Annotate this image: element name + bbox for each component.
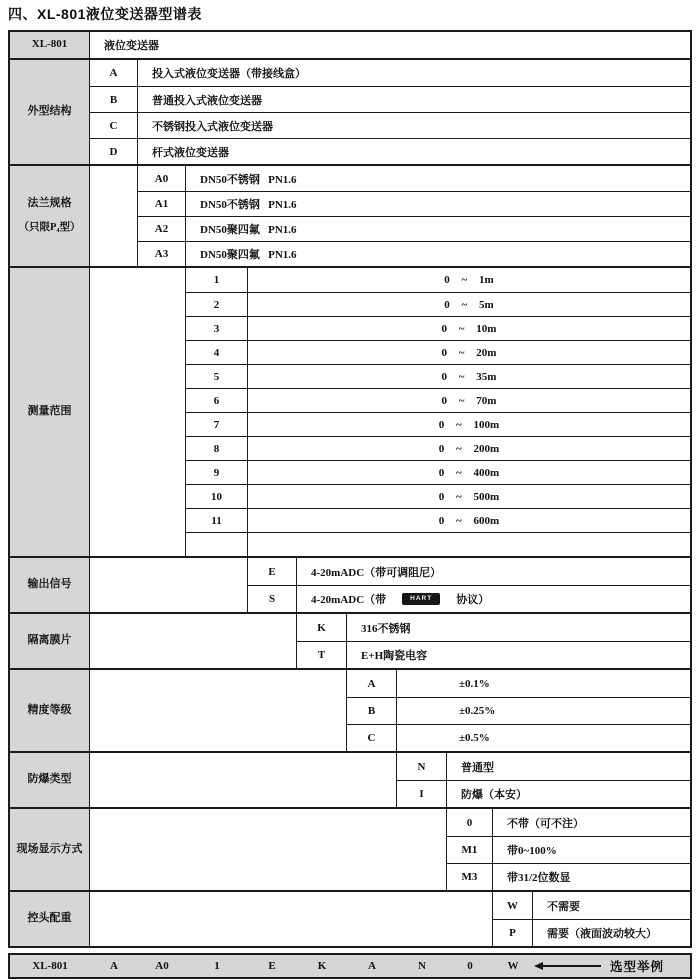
option-row [186, 316, 690, 340]
example-code: K [317, 960, 327, 972]
option-desc: 防爆（本安） [461, 789, 527, 801]
spacer-cell [90, 268, 186, 556]
option-desc: 带0~100% [507, 845, 557, 857]
spacer-cell [90, 614, 297, 668]
option-desc: 不需要 [547, 900, 580, 913]
option-code: M1 [447, 837, 493, 863]
option-code: 10 [186, 485, 248, 508]
option-code: B [347, 698, 397, 724]
option-code: 7 [186, 413, 248, 436]
spacer-cell [90, 753, 397, 807]
option-desc: 0 ~ 5m [444, 298, 494, 311]
option-row [90, 138, 690, 164]
section-label: 外型结构 [10, 60, 90, 164]
option-desc: 不锈钢投入式液位变送器 [152, 120, 273, 133]
option-code: A0 [138, 166, 186, 191]
option-row [138, 241, 690, 266]
option-row [186, 364, 690, 388]
section-display [10, 807, 690, 890]
option-desc: 0 ~ 500m [438, 490, 500, 503]
option-desc: 0 ~ 20m [441, 346, 497, 359]
spacer-cell [90, 892, 493, 946]
option-desc: ±0.1% [459, 677, 490, 690]
section-flange [10, 164, 690, 266]
option-row [186, 436, 690, 460]
option-row [397, 780, 690, 807]
option-code: 4 [186, 341, 248, 364]
option-row [186, 508, 690, 532]
section-label: 测量范围 [10, 268, 90, 556]
example-code: 0 [467, 960, 473, 972]
option-desc: 普通型 [461, 761, 494, 774]
example-code: A0 [155, 960, 169, 972]
option-code: D [90, 139, 138, 164]
section-label: 控头配重 [10, 892, 90, 946]
example-code: A [110, 960, 118, 972]
arrow-left-icon [534, 962, 543, 970]
option-code: A1 [138, 192, 186, 216]
option-code: B [90, 87, 138, 112]
option-desc: 0 ~ 35m [441, 370, 497, 383]
example-label: 选型举例 [610, 960, 665, 974]
spacer-cell [90, 166, 138, 266]
option-code: 2 [186, 293, 248, 316]
option-code: T [297, 642, 347, 668]
option-row [248, 558, 690, 585]
option-row [186, 412, 690, 436]
option-desc: DN50不锈钢 PN1.6 [200, 173, 297, 186]
option-desc: 4-20mADC（带可调阻尼） [311, 566, 442, 579]
option-row [447, 809, 690, 836]
spacer-cell [90, 809, 447, 890]
option-code: K [297, 614, 347, 641]
option-row [493, 919, 690, 946]
option-desc: 0 ~ 10m [441, 322, 497, 335]
option-code [186, 533, 248, 556]
option-code: 6 [186, 389, 248, 412]
selection-example-pointer [534, 955, 664, 977]
model-name-cell: 液位变送器 [104, 40, 159, 52]
option-desc: 0 ~ 1m [444, 274, 494, 286]
option-row [186, 532, 690, 556]
section-label: 精度等级 [10, 670, 90, 751]
option-code: W [493, 892, 533, 919]
option-row [347, 724, 690, 751]
option-code: N [397, 753, 447, 780]
option-desc: 0 ~ 70m [441, 394, 497, 407]
section-shape [10, 58, 690, 164]
option-row [138, 191, 690, 216]
option-row [186, 388, 690, 412]
option-code: M3 [447, 864, 493, 890]
option-row [186, 292, 690, 316]
option-code: E [248, 558, 297, 585]
option-desc: 0 ~ 200m [438, 442, 500, 455]
option-row [297, 641, 690, 668]
option-desc: 0 ~ 600m [438, 514, 500, 527]
section-label: 现场显示方式 [10, 809, 90, 890]
section-label: 输出信号 [10, 558, 90, 612]
section-explosion [10, 751, 690, 807]
option-row [347, 697, 690, 724]
option-row [186, 268, 690, 292]
option-code: P [493, 920, 533, 946]
option-row [186, 340, 690, 364]
option-desc: 316不锈钢 [361, 622, 411, 635]
option-desc: E+H陶瓷电容 [361, 650, 428, 662]
page-title: 四、XL-801液位变送器型谱表 [8, 6, 202, 22]
hart-logo-icon: HART [402, 593, 440, 606]
option-code: A3 [138, 242, 186, 266]
option-row [186, 484, 690, 508]
option-desc: 普通投入式液位变送器 [152, 94, 262, 107]
example-code: W [507, 960, 519, 972]
option-row [447, 836, 690, 863]
section-range [10, 266, 690, 556]
example-model: XL-801 [32, 960, 68, 972]
arrow-line [543, 965, 601, 967]
option-desc: 0 ~ 400m [438, 466, 500, 479]
option-row [493, 892, 690, 919]
section-label: 防爆类型 [10, 753, 90, 807]
option-code: 9 [186, 461, 248, 484]
option-desc: 4-20mADC（带 HART 协议） [311, 594, 490, 606]
option-desc: 不带（可不注） [507, 817, 584, 830]
section-diaphragm [10, 612, 690, 668]
spacer-cell [90, 670, 347, 751]
option-row [138, 166, 690, 191]
example-code: N [418, 960, 426, 972]
option-row [90, 60, 690, 86]
option-desc: 投入式液位变送器（带接线盒） [152, 68, 306, 80]
option-code: 5 [186, 365, 248, 388]
option-code: C [90, 113, 138, 138]
example-code: 1 [214, 960, 220, 972]
option-desc: 杆式液位变送器 [152, 146, 229, 159]
section-output [10, 556, 690, 612]
option-desc: 0 ~ 100m [438, 418, 500, 431]
option-row [90, 112, 690, 138]
section-label: 法兰规格 （只限P₄型） [10, 166, 90, 266]
option-desc: ±0.5% [459, 732, 490, 744]
option-code: S [248, 586, 297, 612]
option-desc: 需要（液面波动较大） [547, 928, 657, 940]
option-code: 1 [186, 268, 248, 292]
option-desc: ±0.25% [459, 705, 496, 717]
option-row [397, 753, 690, 780]
option-code: 0 [447, 809, 493, 836]
option-desc: 带31/2位数显 [507, 872, 571, 884]
option-code: I [397, 781, 447, 807]
option-code: 3 [186, 317, 248, 340]
section-weight [10, 890, 690, 946]
option-row [447, 863, 690, 890]
option-row [90, 86, 690, 112]
section-accuracy [10, 668, 690, 751]
option-row [248, 585, 690, 612]
option-desc: DN50聚四氟 PN1.6 [200, 224, 297, 236]
option-row [347, 670, 690, 697]
option-desc [248, 533, 690, 556]
example-code: A [368, 960, 376, 972]
option-code: C [347, 725, 397, 751]
option-code: 8 [186, 437, 248, 460]
section-label: 隔离膜片 [10, 614, 90, 668]
model-spectrum-table [8, 30, 692, 948]
option-row [186, 460, 690, 484]
option-row [297, 614, 690, 641]
example-code: E [268, 960, 276, 972]
option-row [138, 216, 690, 241]
model-row [10, 32, 690, 58]
spacer-cell [90, 558, 248, 612]
option-code: A [90, 60, 138, 86]
model-code-cell: XL-801 [10, 32, 90, 58]
option-code: A2 [138, 217, 186, 241]
example-row [8, 953, 692, 979]
option-desc: DN50不锈钢 PN1.6 [200, 199, 297, 211]
option-code: 11 [186, 509, 248, 532]
option-code: A [347, 670, 397, 697]
option-desc: DN50聚四氟 PN1.6 [200, 249, 297, 261]
